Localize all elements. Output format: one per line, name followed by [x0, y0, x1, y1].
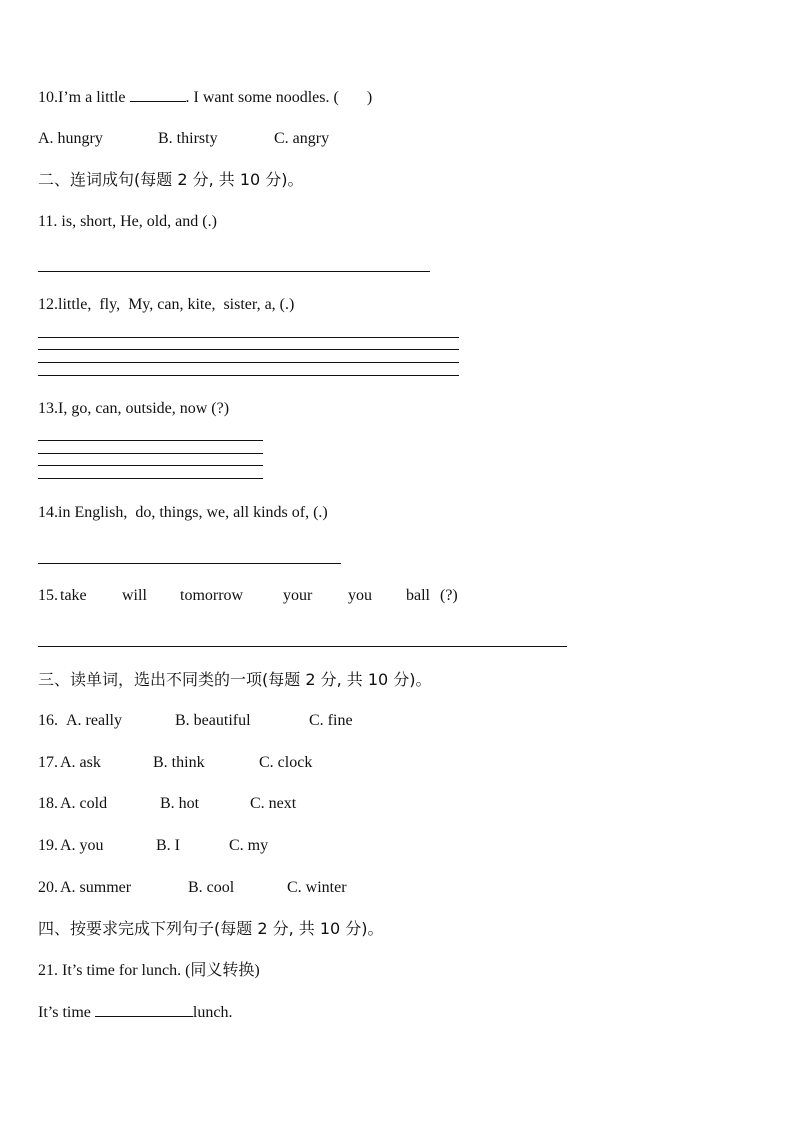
- option-c[interactable]: C. angry: [274, 130, 330, 147]
- answer-line[interactable]: [38, 337, 459, 338]
- option-c[interactable]: C. clock: [259, 754, 313, 771]
- question-number: 17.: [38, 754, 58, 771]
- question-10-prefix: 10.I’m a little: [38, 89, 130, 106]
- question-13: 13.I, go, can, outside, now (?): [38, 400, 230, 417]
- answer-blank[interactable]: [130, 87, 186, 102]
- question-number: 18.: [38, 795, 58, 812]
- option-a[interactable]: A. you: [60, 837, 104, 854]
- word: take: [60, 587, 87, 604]
- option-a[interactable]: A. ask: [60, 754, 101, 771]
- answer-suffix: lunch.: [192, 1004, 233, 1021]
- question-15-number: 15.: [38, 587, 58, 604]
- word: will: [122, 587, 147, 604]
- question-number: 16.: [38, 712, 58, 729]
- question-16: [38, 711, 538, 731]
- answer-line[interactable]: [38, 453, 263, 454]
- question-19: [38, 836, 538, 856]
- question-15: [38, 586, 538, 606]
- question-21-answer: [38, 1002, 232, 1023]
- question-10: [38, 87, 372, 108]
- option-a[interactable]: A. really: [66, 712, 122, 729]
- section-3-heading: 三、读单词，选出不同类的一项(每题 2 分, 共 10 分)。: [38, 670, 432, 689]
- question-17: [38, 753, 538, 773]
- answer-line[interactable]: [38, 478, 263, 479]
- answer-blank[interactable]: [95, 1002, 193, 1017]
- question-12: 12.little, fly, My, can, kite, sister, a, (.): [38, 296, 295, 313]
- option-b[interactable]: B. thirsty: [158, 130, 218, 147]
- option-b[interactable]: B. cool: [188, 879, 235, 896]
- answer-prefix: It’s time: [38, 1004, 95, 1021]
- option-a[interactable]: A. summer: [60, 879, 132, 896]
- option-b[interactable]: B. I: [156, 837, 180, 854]
- answer-line[interactable]: [38, 646, 567, 647]
- question-14: 14.in English, do, things, we, all kinds of, (.): [38, 504, 328, 521]
- question-18: [38, 794, 538, 814]
- word: your: [283, 587, 313, 604]
- option-c[interactable]: C. fine: [309, 712, 353, 729]
- answer-line[interactable]: [38, 349, 459, 350]
- section-2-heading: 二、连词成句(每题 2 分, 共 10 分)。: [38, 170, 304, 189]
- option-c[interactable]: C. winter: [287, 879, 347, 896]
- answer-line[interactable]: [38, 563, 341, 564]
- answer-line[interactable]: [38, 362, 459, 363]
- word: (?): [440, 587, 458, 604]
- word: tomorrow: [180, 587, 244, 604]
- option-b[interactable]: B. beautiful: [175, 712, 251, 729]
- answer-line[interactable]: [38, 375, 459, 376]
- option-c[interactable]: C. my: [229, 837, 269, 854]
- option-b[interactable]: B. hot: [160, 795, 200, 812]
- answer-line[interactable]: [38, 271, 430, 272]
- option-a[interactable]: A. cold: [60, 795, 108, 812]
- option-b[interactable]: B. think: [153, 754, 205, 771]
- question-number: 19.: [38, 837, 58, 854]
- question-10-suffix: . I want some noodles. ( ): [185, 89, 373, 106]
- word: you: [348, 587, 372, 604]
- question-number: 20.: [38, 879, 58, 896]
- question-21: 21. It’s time for lunch. (同义转换): [38, 962, 260, 979]
- question-10-options: [38, 129, 538, 149]
- word: ball: [406, 587, 430, 604]
- question-20: [38, 878, 538, 898]
- answer-line[interactable]: [38, 465, 263, 466]
- option-c[interactable]: C. next: [250, 795, 297, 812]
- answer-line[interactable]: [38, 440, 263, 441]
- question-11: 11. is, short, He, old, and (.): [38, 213, 217, 230]
- section-4-heading: 四、按要求完成下列句子(每题 2 分, 共 10 分)。: [38, 919, 384, 938]
- option-a[interactable]: A. hungry: [38, 130, 103, 147]
